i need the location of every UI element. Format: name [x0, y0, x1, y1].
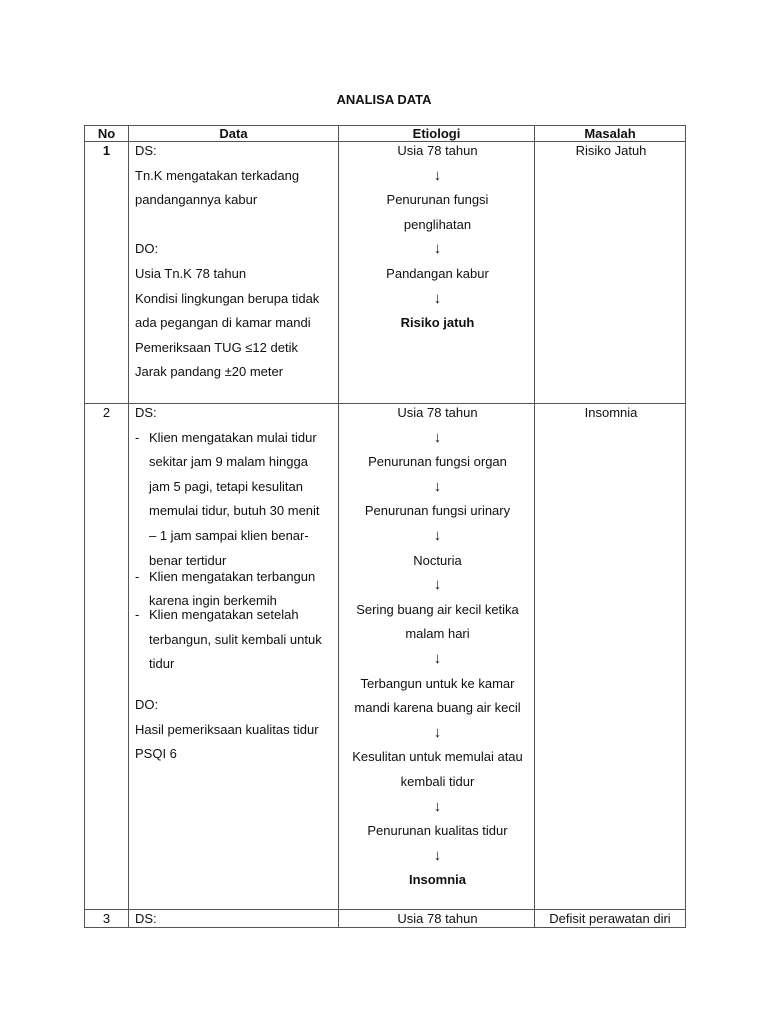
do-text: Kondisi lingkungan berupa tidak — [135, 290, 320, 306]
down-arrow-icon: ↓ — [433, 166, 442, 184]
ds-label: DS: — [135, 143, 157, 158]
row-number-cell — [85, 142, 129, 404]
data-cell — [129, 142, 339, 404]
analysis-table — [84, 125, 686, 928]
ds-label: DS: — [135, 911, 157, 926]
document-title: ANALISA DATA — [336, 92, 432, 107]
etiologi-step: Penurunan fungsi urinary — [364, 503, 511, 519]
etiologi-step: kembali tidur — [400, 773, 475, 789]
bullet-item — [135, 568, 334, 607]
down-arrow-icon: ↓ — [433, 576, 442, 594]
etiologi-step: Penurunan kualitas tidur — [367, 823, 508, 839]
table-row — [85, 142, 686, 404]
etiologi-step: Usia 78 tahun — [397, 911, 478, 926]
bullet-text: sekitar jam 9 malam hingga — [149, 454, 308, 470]
etiologi-step: Usia 78 tahun — [397, 405, 478, 420]
masalah-cell — [535, 910, 686, 928]
etiologi-step: penglihatan — [403, 216, 472, 232]
masalah-text: Risiko Jatuh — [575, 143, 647, 158]
do-text: PSQI 6 — [135, 746, 177, 762]
row-number-cell — [85, 404, 129, 910]
bullet-item — [135, 429, 334, 568]
bullet-text: – 1 jam sampai klien benar- — [149, 527, 309, 543]
bullet-text: memulai tidur, butuh 30 menit — [149, 503, 320, 519]
etiologi-cell — [339, 910, 535, 928]
etiologi-step: Penurunan fungsi organ — [368, 454, 507, 470]
do-text: Hasil pemeriksaan kualitas tidur — [135, 721, 319, 737]
down-arrow-icon: ↓ — [433, 846, 442, 864]
do-label: DO: — [135, 241, 159, 257]
etiologi-conclusion: Insomnia — [408, 872, 467, 888]
header-etiologi: Etiologi — [339, 126, 535, 142]
down-arrow-icon: ↓ — [433, 428, 442, 446]
header-data: Data — [129, 126, 339, 142]
table-header-row — [85, 126, 686, 142]
etiologi-step: Usia 78 tahun — [397, 143, 478, 158]
bullet-dash: - — [135, 568, 140, 584]
down-arrow-icon: ↓ — [433, 477, 442, 495]
row-number: 2 — [102, 405, 111, 420]
ds-text: pandangannya kabur — [135, 192, 258, 208]
do-text: Usia Tn.K 78 tahun — [135, 265, 247, 281]
etiologi-step: mandi karena buang air kecil — [354, 700, 521, 716]
table-row — [85, 910, 686, 928]
ds-text: Tn.K mengatakan terkadang — [135, 167, 300, 183]
row-number-cell — [85, 910, 129, 928]
do-text: ada pegangan di kamar mandi — [135, 315, 311, 331]
bullet-dash: - — [135, 607, 140, 623]
down-arrow-icon: ↓ — [433, 649, 442, 667]
etiologi-cell — [339, 404, 535, 910]
etiologi-step: Penurunan fungsi — [386, 192, 489, 208]
masalah-text: Defisit perawatan diri — [549, 911, 671, 926]
masalah-cell — [535, 142, 686, 404]
table-row — [85, 404, 686, 910]
etiologi-step: Terbangun untuk ke kamar — [360, 675, 515, 691]
bullet-text: Klien mengatakan mulai tidur — [149, 429, 317, 445]
ds-label: DS: — [135, 405, 157, 420]
row-number: 1 — [102, 143, 111, 158]
down-arrow-icon: ↓ — [433, 723, 442, 741]
data-cell — [129, 910, 339, 928]
down-arrow-icon: ↓ — [433, 289, 442, 307]
down-arrow-icon: ↓ — [433, 797, 442, 815]
etiologi-conclusion: Risiko jatuh — [400, 315, 475, 331]
etiologi-step: Sering buang air kecil ketika — [356, 601, 519, 617]
bullet-text: jam 5 pagi, tetapi kesulitan — [149, 478, 303, 494]
bullet-item — [135, 606, 334, 680]
bullet-text: Klien mengatakan setelah — [149, 607, 299, 623]
do-text: Jarak pandang ±20 meter — [135, 364, 284, 380]
header-no: No — [85, 126, 129, 142]
do-text: Pemeriksaan TUG ≤12 detik — [135, 339, 298, 355]
down-arrow-icon: ↓ — [433, 240, 442, 258]
etiologi-step: Pandangan kabur — [386, 265, 489, 281]
data-cell — [129, 404, 339, 910]
masalah-text: Insomnia — [584, 405, 638, 420]
header-masalah: Masalah — [535, 126, 686, 142]
bullet-text: Klien mengatakan terbangun — [149, 568, 316, 584]
down-arrow-icon: ↓ — [433, 526, 442, 544]
masalah-cell — [535, 404, 686, 910]
bullet-dash: - — [135, 429, 140, 445]
etiologi-step: malam hari — [405, 626, 470, 642]
bullet-text: terbangun, sulit kembali untuk — [149, 631, 322, 647]
do-label: DO: — [135, 696, 159, 712]
bullet-text: karena ingin berkemih — [149, 593, 277, 609]
etiologi-step: Kesulitan untuk memulai atau — [352, 749, 523, 765]
bullet-text: tidur — [149, 656, 175, 672]
row-number: 3 — [102, 911, 111, 926]
etiologi-cell — [339, 142, 535, 404]
etiologi-step: Nocturia — [413, 552, 462, 568]
bullet-text: benar tertidur — [149, 552, 227, 568]
